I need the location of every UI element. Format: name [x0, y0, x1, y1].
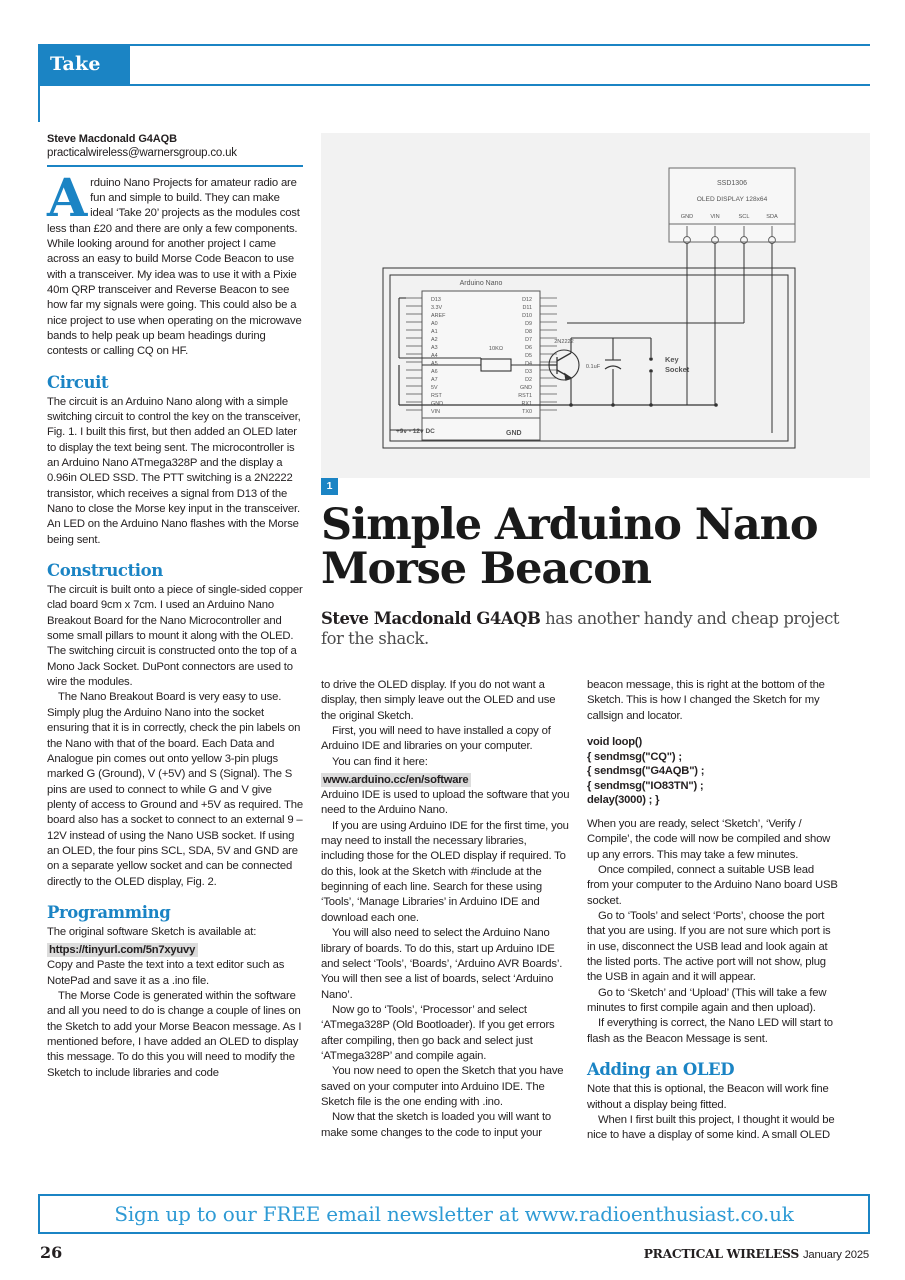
arduino-url-wrap [321, 770, 571, 788]
svg-text:D11: D11 [522, 305, 532, 311]
svg-text:D13: D13 [431, 297, 441, 303]
mid-paragraph-5: If you are using Arduino IDE for the first time, you may need to install the necessary libraries, including those for the OLED display if required. To do this, look at the Sketch with #include at the beginning of each line. Search for these using ‘Tools’, ‘Manage Libraries’ in Arduino IDE and download each one. [321, 819, 569, 924]
mid-paragraph-3: You can find it here: [332, 755, 428, 768]
key-socket-label-line2: Socket [665, 365, 690, 374]
resistor-value-label: 10KΩ [488, 346, 504, 352]
byline-divider [47, 165, 303, 167]
code-block [587, 735, 838, 808]
svg-text:RST1: RST1 [518, 393, 532, 399]
right-paragraph-6: If everything is correct, the Nano LED will start to flash as the Beacon Message is sent. [587, 1017, 833, 1045]
svg-text:D8: D8 [525, 329, 532, 335]
right-paragraph-3: Once compiled, connect a suitable USB lead from your computer to the Arduino Nano board USB socket. [587, 864, 838, 907]
article-standfirst [321, 609, 861, 649]
svg-text:A7: A7 [431, 377, 438, 383]
figure-1-schematic [321, 133, 870, 478]
svg-text:D2: D2 [525, 377, 532, 383]
heading-construction: Construction [47, 561, 163, 581]
svg-text:A4: A4 [431, 353, 438, 359]
svg-text:A6: A6 [431, 369, 438, 375]
svg-text:A5: A5 [431, 361, 438, 367]
circuit-paragraph: The circuit is an Arduino Nano along with a simple switching circuit to control the key on the transceiver, Fig. 1. I built this first, but then added an OLED later to display the text being sent. The microcontroller is an Arduino Nano ATmega328P and the display a 0.96in OLED SSD. The PTT switching is a 2N2222 transistor, which receives a signal from D13 of the Nano to close the Morse key input in the transceiver. An LED on the Arduino Nano flashes with the Morse being sent. [47, 395, 301, 546]
header-left-stub [38, 86, 40, 122]
svg-text:A1: A1 [431, 329, 438, 335]
oled-pin-sda: SDA [766, 214, 778, 220]
drop-cap: A [47, 167, 88, 229]
power-supply-label: +9v - 12v DC [396, 428, 435, 435]
colophon [644, 1246, 869, 1261]
svg-text:D4: D4 [525, 361, 532, 367]
right-paragraph-2: When you are ready, select ‘Sketch’, ‘Verify / Compile’, the code will now be compiled and show up any errors. This may take a few minutes. [587, 818, 831, 861]
column-middle [321, 678, 571, 1141]
intro-paragraph [47, 167, 303, 360]
programming-paragraph-2: Copy and Paste the text into a text editor such as NotePad and save it as a .ino file. [47, 959, 285, 987]
svg-text:AREF: AREF [431, 313, 446, 319]
mid-paragraph-9: Now that the sketch is loaded you will want to make some changes to the code to input your [321, 1111, 552, 1139]
sketch-url-link[interactable]: https://tinyurl.com/5n7xyuvy [47, 943, 198, 957]
oled-paragraph-1: Note that this is optional, the Beacon will work fine without a display being fitted. [587, 1083, 829, 1111]
heading-circuit: Circuit [47, 372, 109, 392]
newsletter-text[interactable]: Sign up to our FREE email newsletter at www.radioenthusiast.co.uk [114, 1202, 794, 1226]
svg-text:D12: D12 [522, 297, 532, 303]
svg-text:VIN: VIN [431, 409, 440, 415]
svg-text:A2: A2 [431, 337, 438, 343]
construction-paragraph-2: The Nano Breakout Board is very easy to use. Simply plug the Arduino Nano into the socket ensuring that it is in correctly, check the pin labels on the Nano with that of the board. Each Data and Analogue pin comes out onto yellow 3-pin plugs marked G (Ground), V (+5V) and S (Signal). The S pins are used to connect to while G and V give plenty of access to Ground and +5V as required. The board also has a socket to connect to an external 9 – 12V instead of using the Nano USB socket. If using an OLED, the four pins SCL, SDA, 5V and GND are on a separate yellow socket and can be connected directly to the OLED display, Fig. 2. [47, 691, 303, 888]
standfirst-author: Steve Macdonald G4AQB [321, 609, 541, 628]
section-kicker: Take 20 [38, 44, 130, 84]
column-left [47, 133, 303, 1081]
gnd-label: GND [506, 430, 522, 437]
svg-text:D6: D6 [525, 345, 532, 351]
code-line: { sendmsg("IO83TN") ; [587, 779, 704, 792]
oled-title-label: OLED DISPLAY 128x64 [696, 196, 768, 203]
circuit-diagram-svg [321, 133, 870, 478]
headline-line-2: Morse Beacon [321, 544, 651, 594]
svg-text:A3: A3 [431, 345, 438, 351]
svg-text:A0: A0 [431, 321, 438, 327]
oled-pin-gnd: GND [680, 214, 694, 220]
figure-number-badge: 1 [321, 478, 338, 495]
heading-programming: Programming [47, 902, 171, 922]
programming-paragraph-3: The Morse Code is generated within the software and all you need to do is change a couple of lines on the Sketch to add your Morse Beacon message. As I mentioned before, I have added an OLED to display this message. To do this you will need to modify the Sketch to include libraries and code [47, 989, 302, 1079]
standfirst-text: has another handy and cheap project for the shack. [321, 609, 839, 648]
svg-text:RX1: RX1 [521, 401, 532, 407]
oled-pin-scl: SCL [738, 214, 750, 220]
svg-text:D7: D7 [525, 337, 532, 343]
oled-paragraph-2: When I first built this project, I thought it would be nice to have a display of some kind. A small OLED [587, 1113, 835, 1142]
capacitor-value-label: 0.1uF [585, 364, 601, 370]
mid-paragraph-7: Now go to ‘Tools’, ‘Processor’ and select ‘ATmega328P (Old Bootloader). If you get errors after compiling, then go back and select just ‘ATmega328P’ and compile again. [321, 1003, 555, 1062]
svg-text:D3: D3 [525, 369, 532, 375]
svg-text:D5: D5 [525, 353, 532, 359]
issue-date: January 2025 [802, 1249, 869, 1261]
right-paragraph-5: Go to ‘Sketch’ and ‘Upload’ (This will take a few minutes to first compile again and then upload). [587, 986, 827, 1015]
svg-text:TX0: TX0 [522, 409, 532, 415]
byline-author: Steve Macdonald G4AQB [47, 133, 177, 145]
page-number: 26 [40, 1243, 63, 1262]
mid-paragraph-8: You now need to open the Sketch that you have saved on your computer into Arduino IDE. The Sketch file is the one ending with .ino. [321, 1065, 564, 1108]
code-line: delay(3000) ; } [587, 794, 660, 807]
svg-text:5V: 5V [431, 385, 438, 391]
svg-text:RST: RST [431, 393, 442, 399]
byline-email: practicalwireless@warnersgroup.co.uk [47, 147, 237, 159]
page-header [38, 44, 870, 115]
svg-text:D10: D10 [522, 313, 532, 319]
mid-paragraph-1: to drive the OLED display. If you do not want a display, then simply leave out the OLED and use the original Sketch. [321, 679, 556, 722]
mid-paragraph-6: You will also need to select the Arduino Nano library of boards. To do this, start up Arduino IDE and select ‘Tools’, ‘Boards’, ‘Arduino AVR Boards’. You will then see a list of boards, select ‘Arduino Nano’. [321, 927, 563, 1001]
heading-adding-an-oled: Adding an OLED [587, 1060, 735, 1080]
construction-paragraph-1: The circuit is built onto a piece of single-sided copper clad board 9cm x 7cm. I used an Arduino Nano Breakout Board for the Nano Microcontroller and some small pillars to mount it along with the OLED. The switching circuit is constructed onto the top of a Mono Jack Socket. DuPont connectors are used to wire the modules. [47, 584, 303, 689]
transistor-label: 2N2222 [554, 339, 574, 345]
code-line: void loop() [587, 736, 642, 749]
code-line: { sendmsg("CQ") ; [587, 750, 682, 763]
programming-paragraph-1: The original software Sketch is available at: [47, 925, 257, 938]
svg-text:D9: D9 [525, 321, 532, 327]
right-paragraph-1: beacon message, this is right at the bottom of the Sketch. This is how I changed the Sketch for my callsign and locator. [587, 679, 825, 722]
mid-paragraph-2: First, you will need to have installed a copy of Arduino IDE and libraries on your computer. [321, 725, 551, 753]
arduino-software-url-link[interactable]: www.arduino.cc/en/software [321, 773, 471, 787]
intro-text: rduino Nano Projects for amateur radio are fun and simple to build. They can make ideal ‘Take 20’ projects as the modules cost less than £20 and there are only a few components. While looking around for another project I came across an easy to build Morse Code Beacon to use with a transceiver. My idea was to use it with a Pixie 40m QRP transceiver and Reverse Beacon to see how far my signals were going. This could also be a nice project to use when operating on the microwave bands to help peak up beam headings during contests or calling CQ on HF. [47, 176, 302, 358]
right-paragraph-4: Go to ‘Tools’ and select ‘Ports’, choose the port that you are using. If you are not sure which port is in use, disconnect the USB lead and look again at the listed ports. The active port will not show, plug the USB in again and it will appear. [587, 910, 831, 984]
article-headline [321, 500, 870, 594]
magazine-name: PRACTICAL WIRELESS [643, 1246, 799, 1261]
svg-text:GND: GND [431, 401, 443, 407]
code-line: { sendmsg("G4AQB") ; [587, 765, 705, 778]
oled-pin-vin: VIN [710, 214, 720, 220]
oled-chip-label: SSD1306 [717, 180, 747, 187]
programming-url-wrap [47, 940, 303, 958]
headline-line-1: Simple Arduino Nano [321, 500, 818, 550]
nano-title-label: Arduino Nano [459, 280, 503, 287]
column-right [587, 678, 838, 1144]
svg-text:3.3V: 3.3V [431, 305, 443, 311]
mid-paragraph-4: Arduino IDE is used to upload the software that you need to the Arduino Nano. [321, 789, 570, 817]
svg-text:GND: GND [520, 385, 532, 391]
key-socket-label-line1: Key [665, 355, 679, 364]
header-rule-bottom [38, 84, 870, 86]
header-rule-top [38, 44, 870, 46]
